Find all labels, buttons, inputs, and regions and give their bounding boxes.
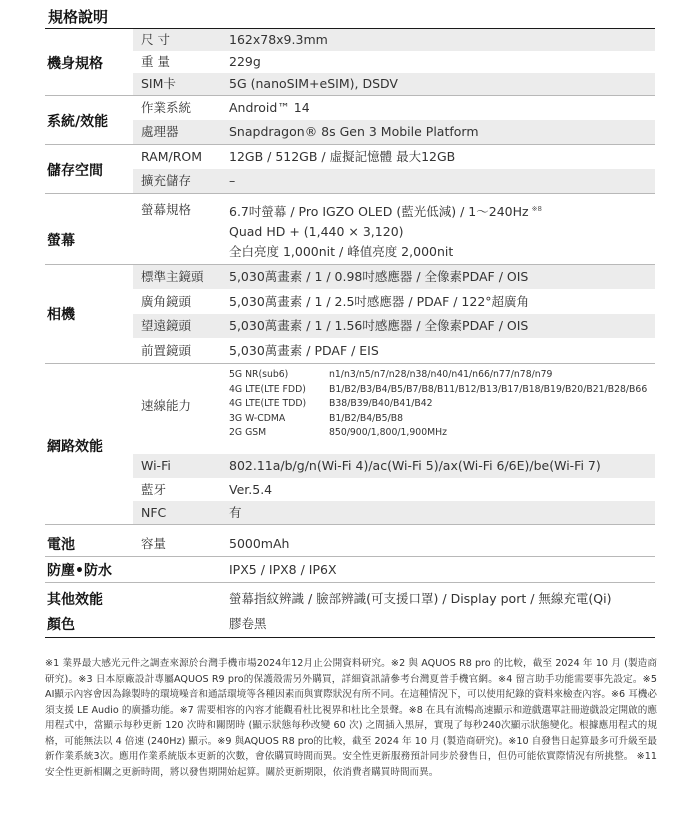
section-camera [45, 265, 655, 364]
spec-label: SIM卡 [141, 76, 176, 91]
spec-row-screen [133, 194, 655, 264]
band-tech: 5G NR(sub6) [229, 369, 289, 380]
section-network [45, 364, 655, 525]
spec-row-front-camera [133, 338, 655, 363]
spec-label: 重 量 [141, 54, 170, 69]
section-other [45, 586, 655, 611]
section-title-system: 系統/效能 [47, 114, 109, 130]
spec-value: 229g [229, 54, 261, 69]
footnote-ref: ※8 [531, 205, 542, 213]
spec-row-bands [133, 364, 655, 450]
band-table [229, 368, 648, 440]
section-display [45, 194, 655, 265]
spec-row-expand [133, 169, 655, 193]
band-tech: 4G LTE(LTE FDD) [229, 383, 306, 395]
spec-label: 作業系統 [141, 100, 192, 115]
spec-label: 螢幕規格 [141, 202, 192, 217]
spec-value: 162x78x9.3mm [229, 32, 328, 47]
band-list: B38/B39/B40/B41/B42 [329, 398, 433, 409]
spec-row-size [133, 29, 655, 51]
spec-row-os [133, 96, 655, 120]
spec-label: 標準主鏡頭 [141, 269, 204, 284]
section-title-storage: 儲存空間 [47, 163, 103, 179]
section-battery [45, 531, 655, 557]
section-storage [45, 145, 655, 194]
spec-row-ram [133, 145, 655, 169]
spec-row-wide-camera [133, 289, 655, 314]
spec-value: 5,030萬畫素 / 1 / 2.5吋感應器 / PDAF / 122°超廣角 [229, 294, 530, 309]
spec-value: 5000mAh [229, 536, 290, 551]
spec-value: – [229, 173, 236, 188]
spec-label: 廣角鏡頭 [141, 294, 192, 309]
spec-row-sim [133, 73, 655, 95]
spec-value: 5,030萬畫素 / 1 / 1.56吋感應器 / 全像素PDAF / OIS [229, 318, 529, 333]
spec-value: Snapdragon® 8s Gen 3 Mobile Platform [229, 124, 479, 139]
spec-label: 藍牙 [141, 482, 167, 497]
spec-row-color [133, 611, 655, 636]
spec-label: 容量 [141, 536, 167, 551]
section-title-body: 機身規格 [47, 56, 103, 72]
spec-row-nfc [133, 501, 655, 524]
spec-value [229, 199, 542, 262]
spec-label: Wi-Fi [141, 458, 171, 473]
section-title-display: 螢幕 [47, 233, 75, 249]
spec-value: IPX5 / IPX8 / IP6X [229, 562, 337, 577]
spec-value: 5,030萬畫素 / 1 / 0.98吋感應器 / 全像素PDAF / OIS [229, 269, 529, 284]
spec-row-capacity [133, 531, 655, 556]
spec-row-water [133, 557, 655, 582]
spec-label: 擴充儲存 [141, 173, 192, 188]
section-system [45, 96, 655, 145]
spec-row-other [133, 586, 655, 611]
section-color [45, 611, 655, 636]
spec-label: 處理器 [141, 124, 179, 139]
spec-row-tele-camera [133, 314, 655, 338]
spec-row-main-camera [133, 265, 655, 289]
band-list: n1/n3/n5/n7/n28/n38/n40/n41/n66/n77/n78/n79 [329, 369, 553, 380]
section-title-other: 其他效能 [47, 592, 103, 608]
band-tech: 3G W-CDMA [229, 412, 286, 424]
section-title-network: 網路效能 [47, 439, 103, 455]
spec-value: 802.11a/b/g/n(Wi-Fi 4)/ac(Wi-Fi 5)/ax(Wi-Fi 6/6E)/be(Wi-Fi 7) [229, 458, 601, 473]
section-title-camera: 相機 [47, 307, 75, 323]
spec-row-processor [133, 120, 655, 144]
spec-row-weight [133, 51, 655, 73]
spec-row-bluetooth [133, 478, 655, 501]
spec-value: 12GB / 512GB / 虛擬記憶體 最大12GB [229, 149, 456, 164]
section-water [45, 557, 655, 583]
band-list: B1/B2/B3/B4/B5/B7/B8/B11/B12/B13/B17/B18/B19/B20/B21/B28/B66 [329, 383, 648, 395]
spec-value: 膠卷黑 [229, 616, 267, 631]
section-title-color: 顏色 [47, 617, 75, 633]
display-line [229, 199, 542, 222]
section-title-battery: 電池 [47, 537, 75, 553]
display-line-text: 6.7吋螢幕 / Pro IGZO OLED (藍光低減) / 1〜240Hz [229, 204, 529, 220]
spec-value: 有 [229, 505, 242, 520]
spec-label: NFC [141, 505, 167, 520]
spec-label: 速線能力 [141, 398, 192, 413]
display-line: 全白亮度 1,000nit / 峰值亮度 2,000nit [229, 244, 454, 260]
section-title-water: 防塵•防水 [47, 563, 112, 579]
spec-row-wifi [133, 454, 655, 478]
spec-value: 螢幕指紋辨識 / 臉部辨識(可支援口罩) / Display port / 無線充電(Qi) [229, 591, 612, 606]
band-tech: 2G GSM [229, 427, 267, 438]
spec-value: 5,030萬畫素 / PDAF / EIS [229, 343, 379, 358]
spec-label: 前置鏡頭 [141, 343, 192, 358]
spec-value: Android™ 14 [229, 100, 310, 115]
bottom-divider [45, 637, 655, 638]
display-line: Quad HD + (1,440 × 3,120) [229, 224, 404, 240]
spec-value: Ver.5.4 [229, 482, 273, 497]
band-list: 850/900/1,800/1,900MHz [329, 427, 448, 438]
footnotes: ※1 業界最大感光元件之調查來源於台灣手機市場2024年12月止公開資料研究。※2 與 AQUOS R8 pro 的比較，截至 2024 年 10 月 (製造商研究)。※3 日本原廠設計專屬AQUOS R9 pro的保護殼需另外購買，詳細資訊請參考台灣夏普手機官網。※4 留言助手功能需要事先設定。※5 AI顯示內容會因為錄製時的環境噪音和通話環境等各種因素而與實際狀況有所不同。在這種情況下，可以使用紀錄的資料來檢查內容。※6 耳機必須支援 LE Audio 的廣播功能。※7 需要相容的內容才能觀看杜比視界和杜比全景聲。※8 在具有流暢高速顯示和遊戲選單註冊遊戲設定開啟的應用程式中，當顯示每秒更新 120 次時和關閉時 (顯示狀態每秒改變 60 次) 之間插入黑屏，實現了每秒240次顯示狀態變化。根據應用程式的規格，可能無法以 4 倍速 (240Hz) 顯示。※9 與AQUOS R8 pro的比較，截至 2024 年 10 月 (製造商研究)。※10 自發售日起算最多可升級至最新作業系統3次。應用作業系統版本更新的次數，會依購買時間而異。安全性更新服務預計同步於發售日，但仍可能依實際情況有所挑整。 ※11 安全性更新相關之更新時間，將以發售期開始起算。關於更新期限，依消費者購買時間而異。 [45, 658, 657, 778]
band-tech: 4G LTE(LTE TDD) [229, 398, 307, 409]
spec-label: 望遠鏡頭 [141, 318, 192, 333]
spec-value: 5G (nanoSIM+eSIM), DSDV [229, 76, 398, 91]
band-list: B1/B2/B4/B5/B8 [329, 412, 403, 424]
section-body [45, 29, 655, 96]
spec-label: 尺 寸 [141, 32, 170, 47]
page-title: 規格說明 [48, 8, 109, 26]
spec-label: RAM/ROM [141, 149, 203, 164]
